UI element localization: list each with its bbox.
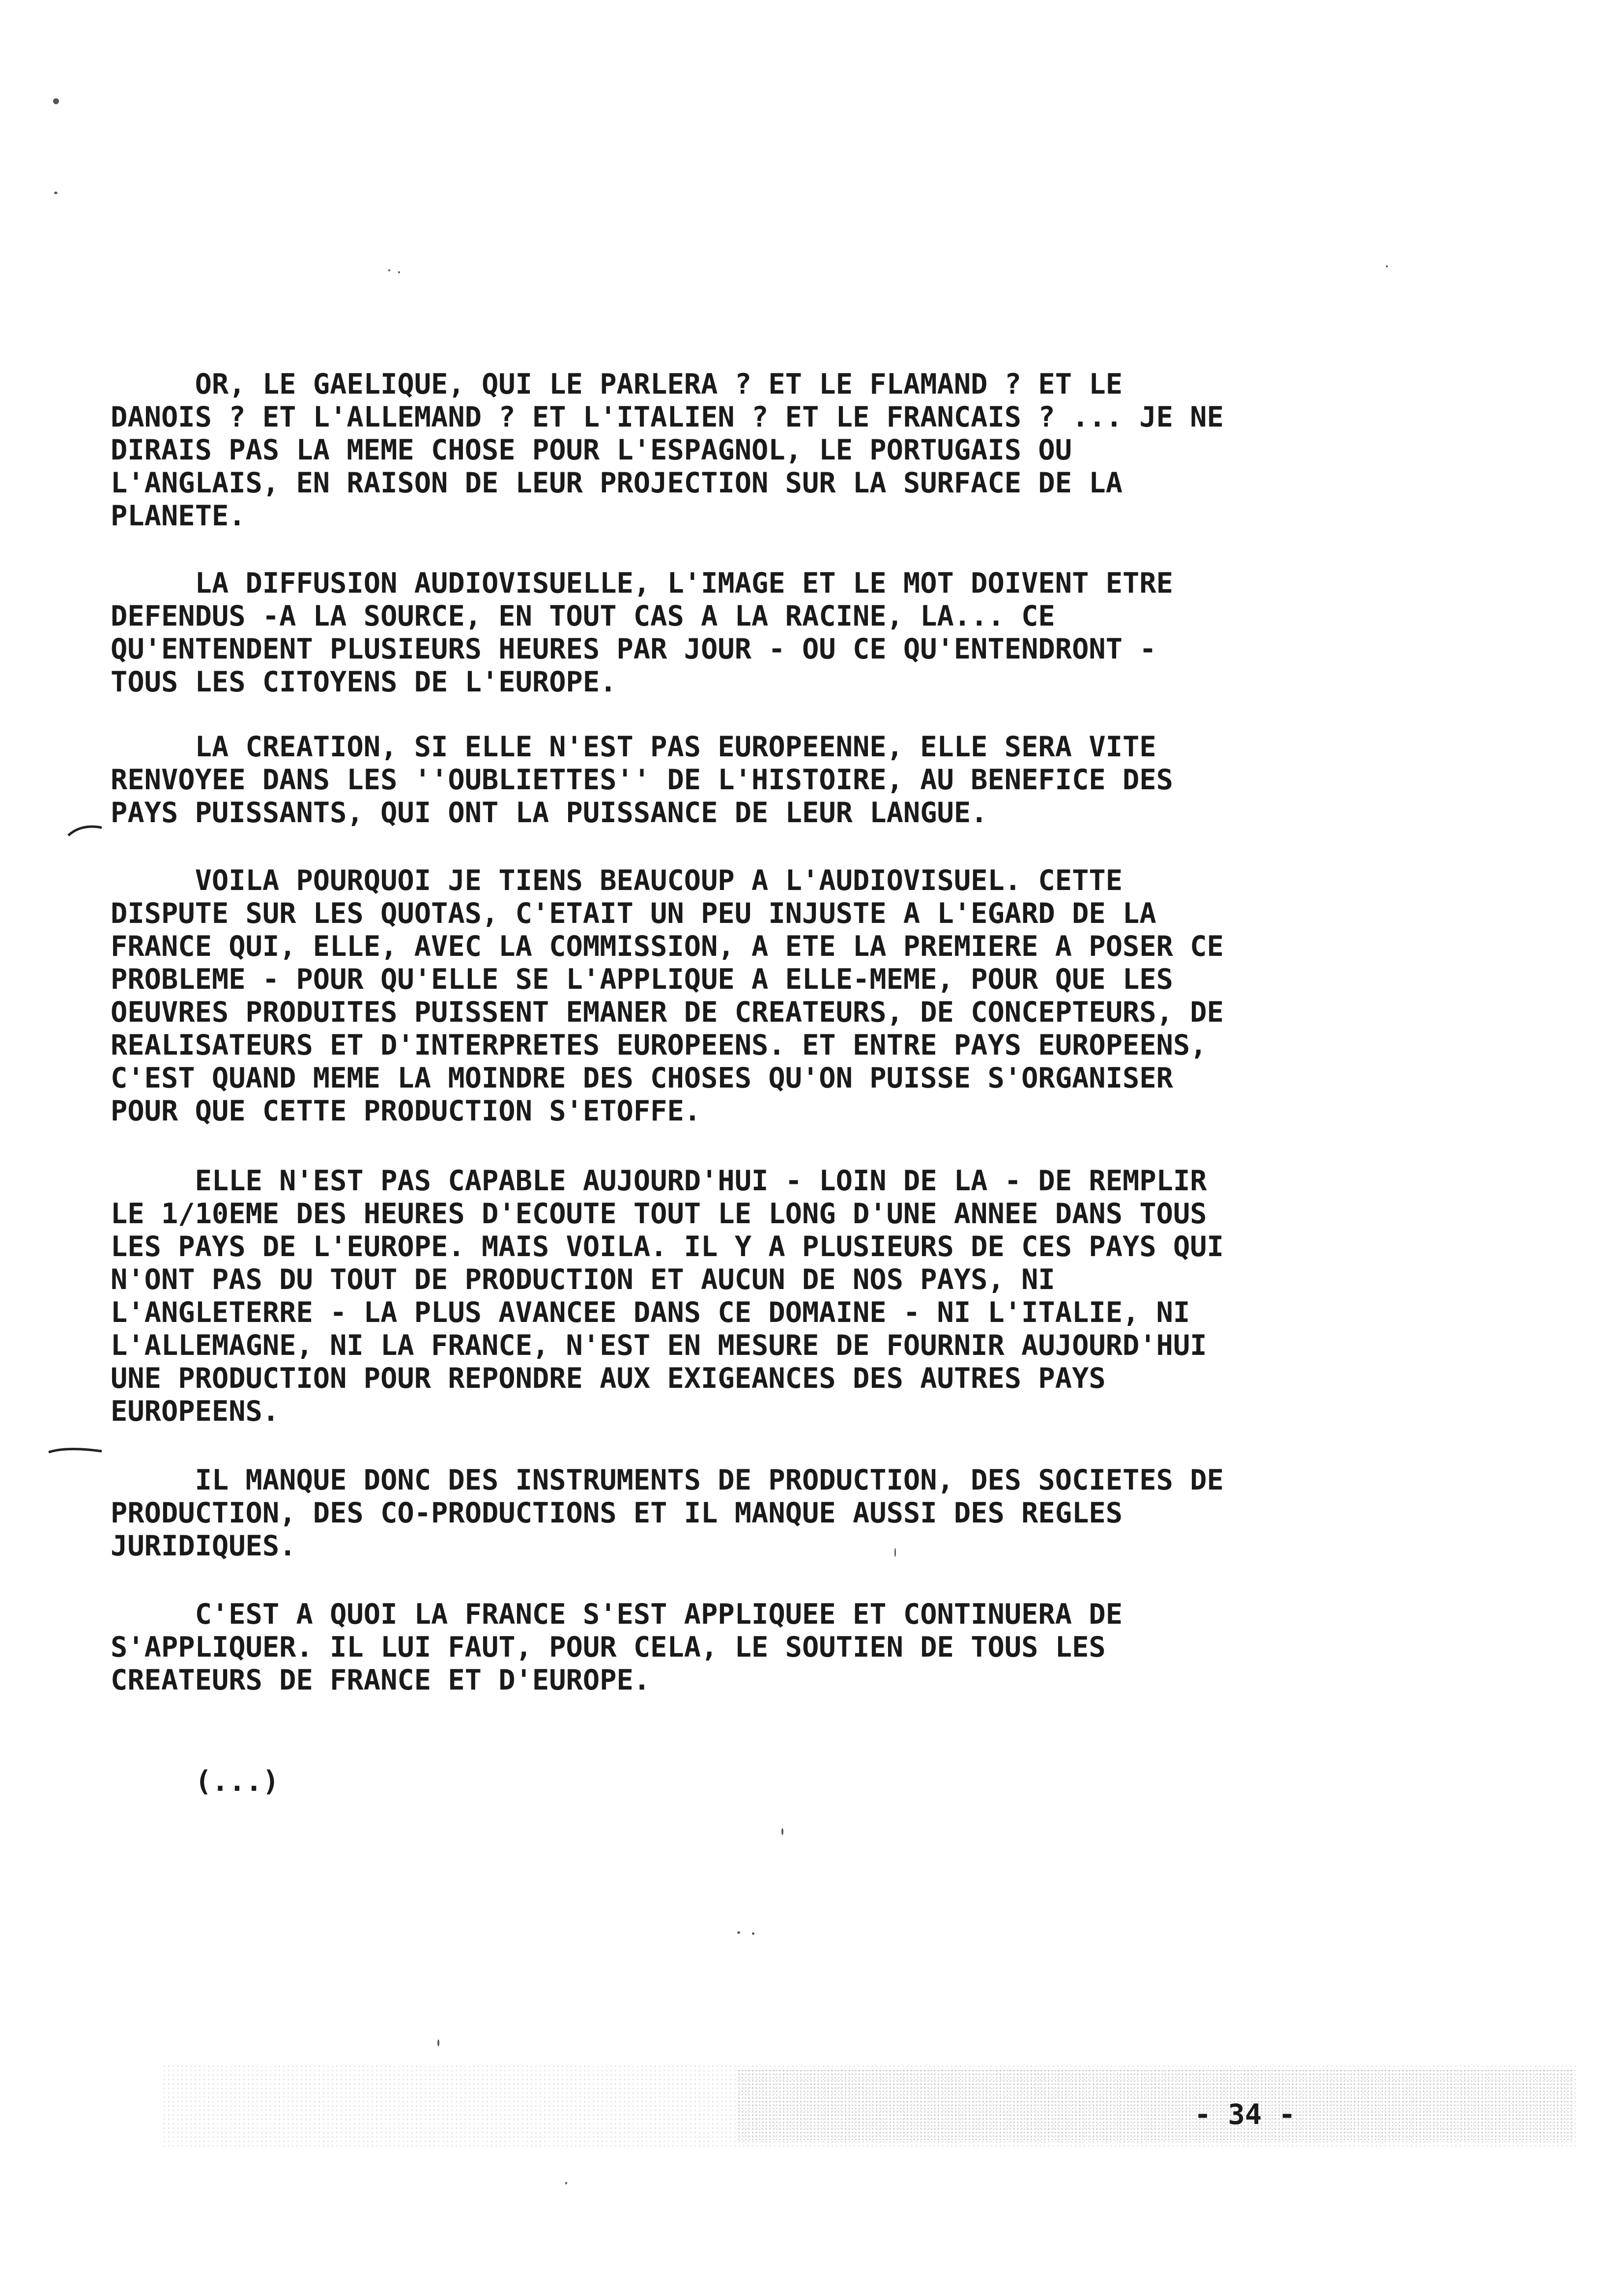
text-line: PROBLEME - POUR QU'ELLE SE L'APPLIQUE A ELLE-MEME, POUR QUE LES [111,963,1173,996]
margin-mark [66,821,106,840]
paragraph-1 [111,335,1224,533]
scan-noise [737,2069,1573,2143]
scan-speck [752,1932,754,1935]
text-line: PLANETE. [111,500,246,532]
paragraph-3 [111,698,1173,830]
paragraph-4 [111,832,1224,1128]
text-line: DISPUTE SUR LES QUOTAS, C'ETAIT UN PEU INJUSTE A L'EGARD DE LA [111,897,1156,930]
text-line: FRANCE QUI, ELLE, AVEC LA COMMISSION, A ETE LA PREMIERE A POSER CE [111,930,1224,963]
text-line: POUR QUE CETTE PRODUCTION S'ETOFFE. [111,1095,701,1127]
text-line: PAYS PUISSANTS, QUI ONT LA PUISSANCE DE LEUR LANGUE. [111,797,988,829]
text-line: REALISATEURS ET D'INTERPRETES EUROPEENS. ET ENTRE PAYS EUROPEENS, [111,1029,1207,1062]
text-line: ELLE N'EST PAS CAPABLE AUJOURD'HUI - LOIN DE LA - DE REMPLIR [111,1165,1207,1197]
text-line: C'EST QUAND MEME LA MOINDRE DES CHOSES QU'ON PUISSE S'ORGANISER [111,1062,1173,1094]
scan-speck [565,2182,567,2184]
text-line: C'EST A QUOI LA FRANCE S'EST APPLIQUEE ET CONTINUERA DE [111,1598,1123,1631]
text-line: UNE PRODUCTION POUR REPONDRE AUX EXIGEANCES DES AUTRES PAYS [111,1362,1106,1395]
text-line: S'APPLIQUER. IL LUI FAUT, POUR CELA, LE SOUTIEN DE TOUS LES [111,1631,1106,1664]
scan-speck [53,98,59,104]
paragraph-8 [111,1732,279,1798]
paragraph-2 [111,534,1173,699]
text-line: RENVOYEE DANS LES ''OUBLIETTES'' DE L'HISTOIRE, AU BENEFICE DES [111,764,1173,796]
text-line: N'ONT PAS DU TOUT DE PRODUCTION ET AUCUN DE NOS PAYS, NI [111,1263,1055,1296]
text-line: TOUS LES CITOYENS DE L'EUROPE. [111,666,617,698]
page-number: - 34 - [1194,2098,1295,2131]
text-line: (...) [111,1765,280,1798]
text-line: LE 1/10EME DES HEURES D'ECOUTE TOUT LE LONG D'UNE ANNEE DANS TOUS [111,1198,1207,1230]
text-line: LA DIFFUSION AUDIOVISUELLE, L'IMAGE ET LE MOT DOIVENT ETRE [111,567,1173,600]
text-line: OEUVRES PRODUITES PUISSENT EMANER DE CREATEURS, DE CONCEPTEURS, DE [111,996,1224,1029]
text-line: DEFENDUS -A LA SOURCE, EN TOUT CAS A LA RACINE, LA... CE [111,600,1055,632]
scan-speck [781,1828,783,1835]
text-line: L'ALLEMAGNE, NI LA FRANCE, N'EST EN MESURE DE FOURNIR AUJOURD'HUI [111,1329,1207,1362]
text-line: VOILA POURQUOI JE TIENS BEAUCOUP A L'AUDIOVISUEL. CETTE [111,864,1123,897]
text-line: CREATEURS DE FRANCE ET D'EUROPE. [111,1664,651,1696]
scan-speck [54,192,58,194]
paragraph-7 [111,1565,1123,1697]
text-line: L'ANGLETERRE - LA PLUS AVANCEE DANS CE DOMAINE - NI L'ITALIE, NI [111,1296,1190,1329]
scan-speck [437,2039,439,2046]
paragraph-5 [111,1132,1224,1428]
text-line: LES PAYS DE L'EUROPE. MAIS VOILA. IL Y A PLUSIEURS DE CES PAYS QUI [111,1231,1224,1263]
scan-speck [388,269,390,271]
text-line: OR, LE GAELIQUE, QUI LE PARLERA ? ET LE FLAMAND ? ET LE [111,368,1123,401]
scan-speck [398,271,400,273]
text-line: IL MANQUE DONC DES INSTRUMENTS DE PRODUCTION, DES SOCIETES DE [111,1464,1224,1496]
text-line: EUROPEENS. [111,1395,280,1428]
text-line: L'ANGLAIS, EN RAISON DE LEUR PROJECTION SUR LA SURFACE DE LA [111,467,1123,499]
text-line: DANOIS ? ET L'ALLEMAND ? ET L'ITALIEN ? ET LE FRANCAIS ? ... JE NE [111,401,1224,433]
text-line: DIRAIS PAS LA MEME CHOSE POUR L'ESPAGNOL, LE PORTUGAIS OU [111,434,1072,466]
text-line: PRODUCTION, DES CO-PRODUCTIONS ET IL MANQUE AUSSI DES REGLES [111,1497,1123,1529]
text-line: QU'ENTENDENT PLUSIEURS HEURES PAR JOUR - OU CE QU'ENTENDRONT - [111,633,1156,665]
text-line: LA CREATION, SI ELLE N'EST PAS EUROPEENNE, ELLE SERA VITE [111,731,1156,763]
scan-speck [1386,265,1388,267]
scan-speck [737,1931,740,1934]
text-line: JURIDIQUES. [111,1530,296,1562]
margin-mark [47,1442,106,1457]
paragraph-6 [111,1431,1224,1563]
